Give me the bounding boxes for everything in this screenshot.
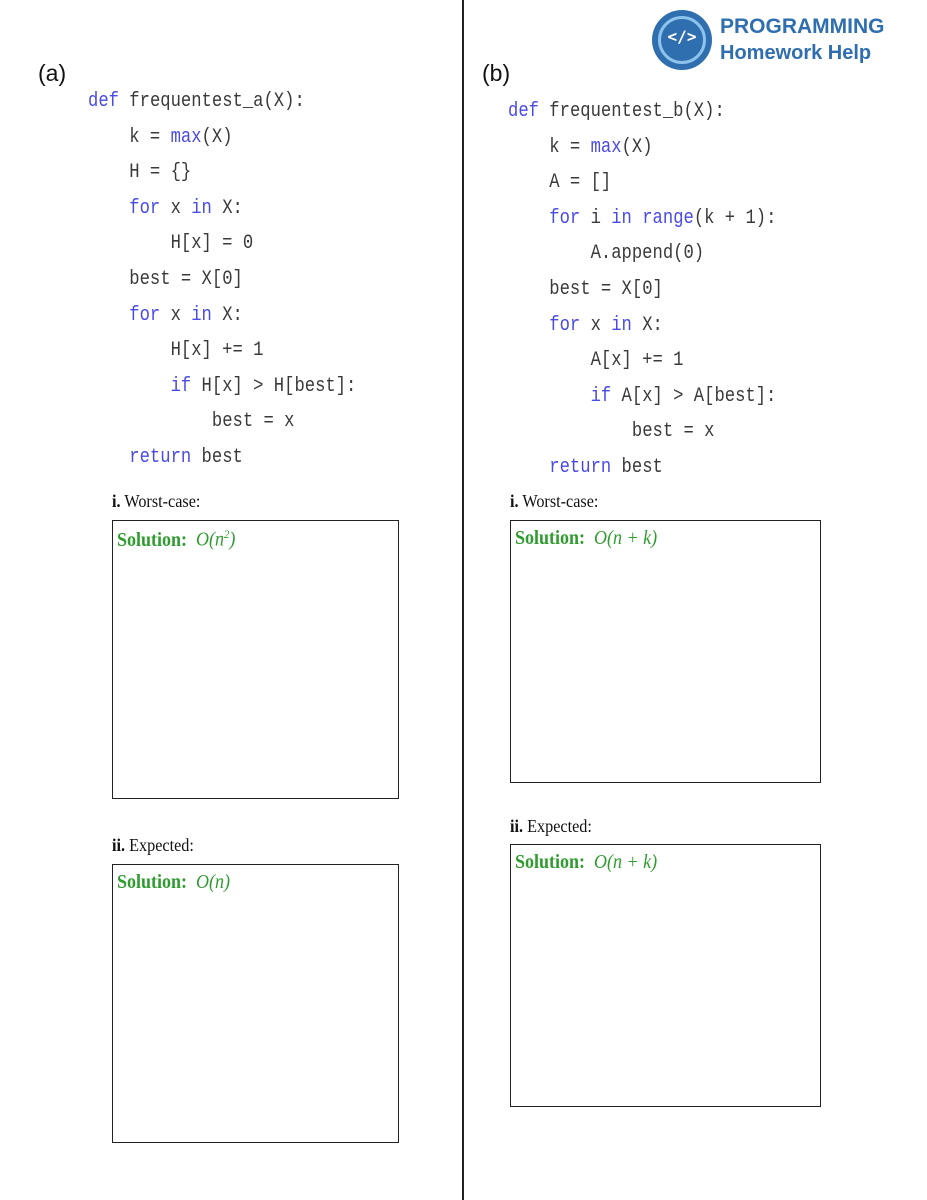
code-keyword: for — [549, 313, 581, 337]
code-text: frequentest_a(X): — [118, 90, 305, 113]
part-b-label: (b) — [482, 60, 511, 86]
code-text: best = x — [211, 410, 295, 434]
code-keyword: if — [170, 374, 192, 398]
code-keyword: if — [590, 384, 612, 408]
code-line — [508, 165, 776, 201]
expected-answer-box-b — [510, 844, 821, 1107]
code-text: x — [580, 313, 612, 337]
code-keyword: def — [508, 100, 539, 123]
code-line — [88, 155, 356, 191]
worst-case-text-a: Worst-case: — [124, 491, 201, 511]
solution-value: O(n — [196, 528, 225, 551]
code-text: x — [160, 196, 192, 220]
expected-solution-a — [117, 871, 230, 894]
code-text: X: — [631, 313, 663, 337]
code-keyword: in — [191, 303, 212, 327]
worst-case-label-b — [510, 491, 598, 512]
code-line — [508, 450, 776, 486]
expected-label-b — [510, 816, 592, 837]
expected-num-a: ii. — [112, 835, 126, 855]
code-line — [88, 120, 356, 156]
code-text: H = {} — [129, 161, 192, 185]
code-line — [508, 414, 776, 450]
code-keyword: for — [129, 196, 161, 220]
code-text: H[x] = 0 — [170, 232, 254, 256]
code-line — [88, 440, 356, 476]
code-text: best — [191, 445, 243, 469]
part-a-label: (a) — [38, 60, 67, 86]
worst-case-solution-b — [515, 527, 657, 550]
code-text: X: — [211, 303, 243, 327]
solution-key: Solution: — [515, 851, 586, 873]
code-keyword: max — [170, 125, 202, 149]
code-keyword: range — [642, 206, 694, 230]
code-text: x — [160, 303, 192, 327]
code-line — [508, 308, 776, 344]
code-text: A = [] — [549, 171, 612, 195]
column-divider — [462, 0, 464, 1200]
worst-case-answer-box-a — [112, 520, 399, 799]
worst-case-num-b: i. — [510, 491, 519, 511]
expected-text-a: Expected: — [129, 835, 194, 855]
code-line — [508, 379, 776, 415]
code-text: A[x] += 1 — [590, 349, 684, 373]
code-line — [508, 94, 776, 130]
expected-answer-box-a — [112, 864, 399, 1143]
brand-logo — [652, 8, 902, 72]
code-line — [88, 84, 356, 120]
code-keyword: return — [549, 455, 612, 479]
code-text — [632, 207, 642, 230]
code-text: (X) — [201, 125, 233, 149]
solution-key: Solution: — [515, 527, 586, 549]
logo-line2: Homework Help — [720, 42, 872, 64]
code-line — [508, 236, 776, 272]
code-line — [88, 369, 356, 405]
solution-key: Solution: — [117, 528, 188, 551]
solution-value: O(n + k) — [594, 527, 658, 549]
code-text: i — [580, 206, 612, 230]
code-listing-b — [508, 94, 776, 486]
code-keyword: for — [549, 206, 581, 230]
code-text: k = — [129, 125, 171, 149]
code-keyword: for — [129, 303, 161, 327]
code-text: A.append(0) — [590, 242, 705, 266]
worst-case-num-a: i. — [112, 491, 121, 511]
code-text: best = x — [631, 420, 715, 444]
solution-value-tail: ) — [229, 528, 236, 551]
logo-line1: PROGRAMMING — [720, 15, 885, 38]
solution-exponent: 2 — [224, 527, 230, 541]
code-keyword: max — [590, 135, 622, 159]
expected-text-b: Expected: — [527, 816, 592, 836]
code-line — [88, 404, 356, 440]
code-text: A[x] > A[best]: — [611, 384, 777, 408]
code-keyword: in — [611, 206, 632, 230]
code-line — [88, 191, 356, 227]
code-text: (k + 1): — [693, 206, 777, 230]
worst-case-text-b: Worst-case: — [522, 491, 599, 511]
code-keyword: def — [88, 90, 119, 113]
code-keyword: in — [611, 313, 632, 337]
code-listing-a — [88, 84, 356, 476]
code-line — [508, 343, 776, 379]
code-line — [88, 226, 356, 262]
worst-case-label-a — [112, 491, 200, 512]
code-keyword: in — [191, 196, 212, 220]
code-line — [88, 262, 356, 298]
code-text: H[x] > H[best]: — [191, 374, 357, 398]
solution-value: O(n) — [196, 871, 231, 893]
code-text: best = X[0] — [129, 267, 243, 291]
code-text: best = X[0] — [549, 277, 663, 301]
expected-solution-b — [515, 851, 657, 874]
worst-case-solution-a — [117, 527, 235, 552]
expected-label-a — [112, 835, 194, 856]
code-line — [508, 201, 776, 237]
code-line — [88, 333, 356, 369]
logo-glyph: </> — [667, 27, 697, 46]
code-text: X: — [211, 196, 243, 220]
solution-value: O(n + k) — [594, 851, 658, 873]
solution-key: Solution: — [117, 871, 188, 893]
code-text: frequentest_b(X): — [538, 100, 725, 123]
code-text: best — [611, 455, 663, 479]
code-text: (X) — [621, 135, 653, 159]
code-text: H[x] += 1 — [170, 339, 264, 363]
expected-num-b: ii. — [510, 816, 524, 836]
code-line — [508, 130, 776, 166]
code-text: k = — [549, 135, 591, 159]
code-line — [508, 272, 776, 308]
code-keyword: return — [129, 445, 192, 469]
code-line — [88, 298, 356, 334]
worst-case-answer-box-b — [510, 520, 821, 783]
